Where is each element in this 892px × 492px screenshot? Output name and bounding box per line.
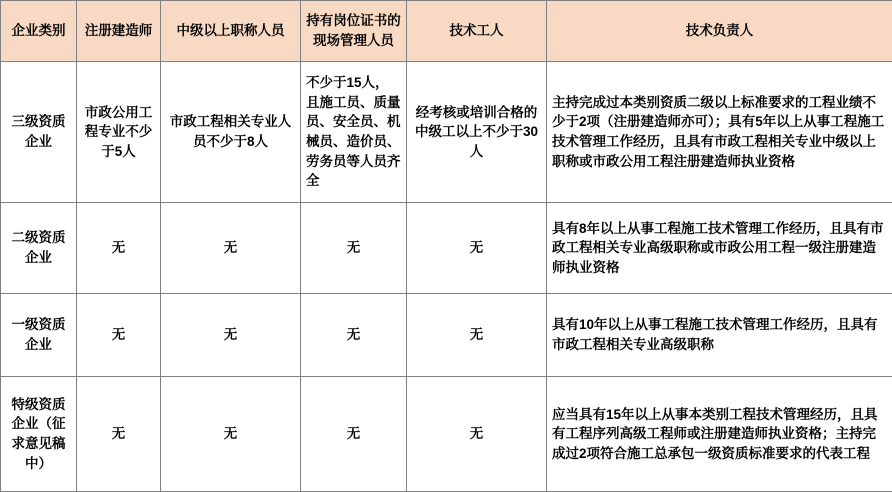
- table-row: [1, 294, 892, 377]
- cell-category: 二级资质企业: [1, 203, 77, 294]
- cell-technical-leader: 具有10年以上从事工程施工技术管理工作经历，且具有市政工程相关专业高级职称: [547, 294, 892, 377]
- column-header-category: 企业类别: [1, 1, 77, 62]
- cell-site-management: 无: [301, 377, 407, 492]
- cell-category: 三级资质企业: [1, 62, 77, 203]
- cell-technical-workers: 无: [407, 294, 547, 377]
- cell-site-management: 不少于15人，且施工员、质量员、安全员、机械员、造价员、劳务员等人员齐全: [301, 62, 407, 203]
- table-header-row: [1, 1, 892, 62]
- table-header: [1, 1, 892, 62]
- cell-registered-builder: 市政公用工程专业不少于5人: [77, 62, 161, 203]
- cell-mid-level-staff: 无: [161, 377, 301, 492]
- table-row: [1, 62, 892, 203]
- table-row: [1, 377, 892, 492]
- cell-mid-level-staff: 市政工程相关专业人员不少于8人: [161, 62, 301, 203]
- cell-registered-builder: 无: [77, 203, 161, 294]
- column-header-mid-level-staff: 中级以上职称人员: [161, 1, 301, 62]
- cell-site-management: 无: [301, 294, 407, 377]
- cell-registered-builder: 无: [77, 377, 161, 492]
- column-header-registered-builder: 注册建造师: [77, 1, 161, 62]
- column-header-technical-workers: 技术工人: [407, 1, 547, 62]
- cell-technical-workers: 无: [407, 377, 547, 492]
- table-body: [1, 62, 892, 492]
- cell-category: 一级资质企业: [1, 294, 77, 377]
- cell-mid-level-staff: 无: [161, 203, 301, 294]
- cell-technical-leader: 应当具有15年以上从事本类别工程技术管理经历，且具有工程序列高级工程师或注册建造师执业资格；主持完成过2项符合施工总承包一级资质标准要求的代表工程: [547, 377, 892, 492]
- cell-technical-leader: 主持完成过本类别资质二级以上标准要求的工程业绩不少于2项（注册建造师亦可）；具有5年以上从事工程施工技术管理工作经历，且具有市政工程相关专业中级以上职称或市政公用工程注册建造师执业资格: [547, 62, 892, 203]
- cell-mid-level-staff: 无: [161, 294, 301, 377]
- cell-site-management: 无: [301, 203, 407, 294]
- table-row: [1, 203, 892, 294]
- cell-technical-workers: 经考核或培训合格的中级工以上不少于30人: [407, 62, 547, 203]
- cell-technical-workers: 无: [407, 203, 547, 294]
- cell-technical-leader: 具有8年以上从事工程施工技术管理工作经历，且具有市政工程相关专业高级职称或市政公用工程一级注册建造师执业资格: [547, 203, 892, 294]
- column-header-site-management: 持有岗位证书的现场管理人员: [301, 1, 407, 62]
- cell-registered-builder: 无: [77, 294, 161, 377]
- column-header-technical-leader: 技术负责人: [547, 1, 892, 62]
- cell-category: 特级资质企业（征求意见稿中）: [1, 377, 77, 492]
